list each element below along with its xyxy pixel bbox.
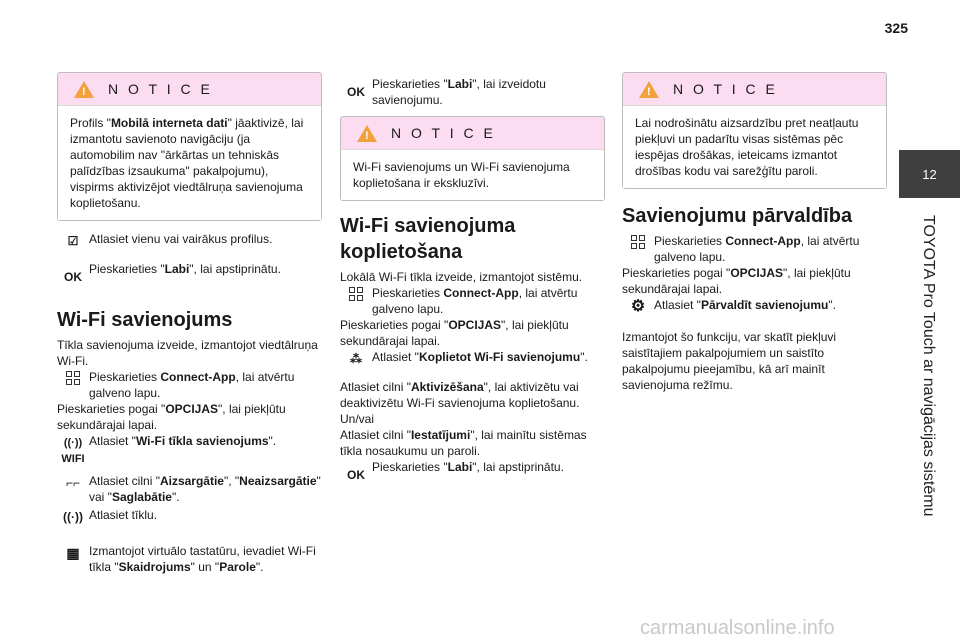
step-activation: Atlasiet cilni "Aktivizēšana", lai aktivizētu vai deaktivizētu Wi-Fi savienojuma koplietošanu. (340, 380, 580, 410)
step-select-profiles: ☑ Atlasiet vienu vai vairākus profilus. (57, 231, 322, 249)
grid-icon (340, 285, 372, 301)
share-wifi-icon: ⁂ (350, 352, 362, 366)
step-share: ⁂ Atlasiet "Koplietot Wi-Fi savienojumu". (340, 349, 605, 367)
chapter-tab[interactable] (899, 150, 960, 198)
page-number: 325 (884, 20, 908, 36)
step-options: Pieskarieties pogai "OPCIJAS", lai piekļūtu sekundārajai lapai. (57, 402, 286, 432)
step-options: Pieskarieties pogai "OPCIJAS", lai piekļūtu sekundārajai lapai. (622, 266, 851, 296)
section-heading: Wi-Fi savienojums (57, 309, 233, 331)
notice-box (622, 72, 887, 189)
ok-icon: OK (347, 468, 365, 482)
section-intro: Tīkla savienojuma izveide, izmantojot viedtālruņa Wi-Fi. (57, 338, 318, 368)
wifi-signal-icon: ((·)) (63, 510, 83, 524)
watermark: carmanualsonline.info (640, 617, 835, 639)
notice-text: Lai nodrošinātu aizsardzību pret neatļautu piekļuvi un padarītu visas sistēmas pēc iespējas drošākas, ieteicams izmantot drošības kodu vai sarežģītu paroli. (623, 105, 886, 188)
step-tabs: ⌐⌐ Atlasiet cilni "Aizsargātie", "Neaizsargātie" vai "Saglabātie". (57, 473, 322, 505)
column-3 (622, 72, 887, 393)
notice-box (57, 72, 322, 221)
notice-title: N O T I C E (391, 125, 496, 141)
notice-box (340, 116, 605, 201)
notice-title: N O T I C E (108, 81, 213, 97)
step-confirm: OK Pieskarieties "Labi", lai apstiprinātu. (340, 459, 605, 483)
notice-title: N O T I C E (673, 81, 778, 97)
checklist-icon: ☑ (67, 234, 79, 248)
section-heading: Wi-Fi savienojuma koplietošana (340, 215, 516, 263)
ok-icon: OK (347, 85, 365, 99)
notice-text: Profils "Mobilā interneta dati" jāaktivizē, lai izmantotu savienoto navigāciju (ja automobilim nav "ārkārtas un tehniskās palīdzības izsaukuma" pakalpojumu), vispirms aktivizējot viedtālruņa savienojuma koplietošanu. (58, 105, 321, 220)
section-intro: Lokālā Wi-Fi tīkla izveide, izmantojot sistēmu. (340, 270, 583, 284)
warning-icon (639, 81, 659, 98)
column-1 (57, 72, 322, 575)
step-settings: Atlasiet cilni "Iestatījumi", lai mainītu sistēmas tīkla nosaukumu un paroli. (340, 428, 587, 458)
step-create-connection: OK Pieskarieties "Labi", lai izveidotu savienojumu. (340, 76, 605, 108)
step-options: Pieskarieties pogai "OPCIJAS", lai piekļūtu sekundārajai lapai. (340, 318, 569, 348)
step-connect-app: Pieskarieties Connect-App, lai atvērtu galveno lapu. (622, 233, 887, 265)
grid-icon (622, 233, 654, 249)
step-connect-app: Pieskarieties Connect-App, lai atvērtu galveno lapu. (57, 369, 322, 401)
step-select-network: ((·)) Atlasiet tīklu. (57, 507, 322, 525)
gear-icon: ⚙ (630, 298, 646, 315)
info-text: Izmantojot šo funkciju, var skatīt piekļuvi saistītajiem pakalpojumiem un saistīto pakalpojumu pieejamību, kā arī mainīt savienojuma režīmu. (622, 330, 837, 392)
step-connect-app: Pieskarieties Connect-App, lai atvērtu galveno lapu. (340, 285, 605, 317)
section-heading: Savienojumu pārvaldība (622, 205, 853, 227)
chapter-number: 12 (922, 166, 937, 182)
step-manage: ⚙ Atlasiet "Pārvaldīt savienojumu". (622, 297, 887, 315)
step-keyboard: ▦ Izmantojot virtuālo tastatūru, ievadiet Wi-Fi tīkla "Skaidrojums" un "Parole". (57, 543, 322, 575)
grid-icon (57, 369, 89, 385)
column-2 (340, 76, 605, 483)
wifi-icon: ((·)) WIFI (61, 437, 85, 465)
chapter-title: TOYOTA Pro Touch ar navigācijas sistēmu (920, 215, 937, 517)
warning-icon (357, 125, 377, 142)
step-confirm: OK Pieskarieties "Labi", lai apstiprinātu. (57, 261, 322, 285)
warning-icon (74, 81, 94, 98)
tab-icon: ⌐⌐ (65, 476, 80, 490)
notice-text: Wi-Fi savienojums un Wi-Fi savienojuma koplietošana ir ekskluzīvi. (341, 149, 604, 200)
keyboard-icon: ▦ (66, 545, 80, 561)
step-wifi-connection: ((·)) WIFI Atlasiet "Wi-Fi tīkla savienojums". (57, 433, 322, 467)
chapter-title-vertical (899, 215, 960, 535)
ok-icon: OK (64, 270, 82, 284)
or-text: Un/vai (340, 412, 375, 426)
